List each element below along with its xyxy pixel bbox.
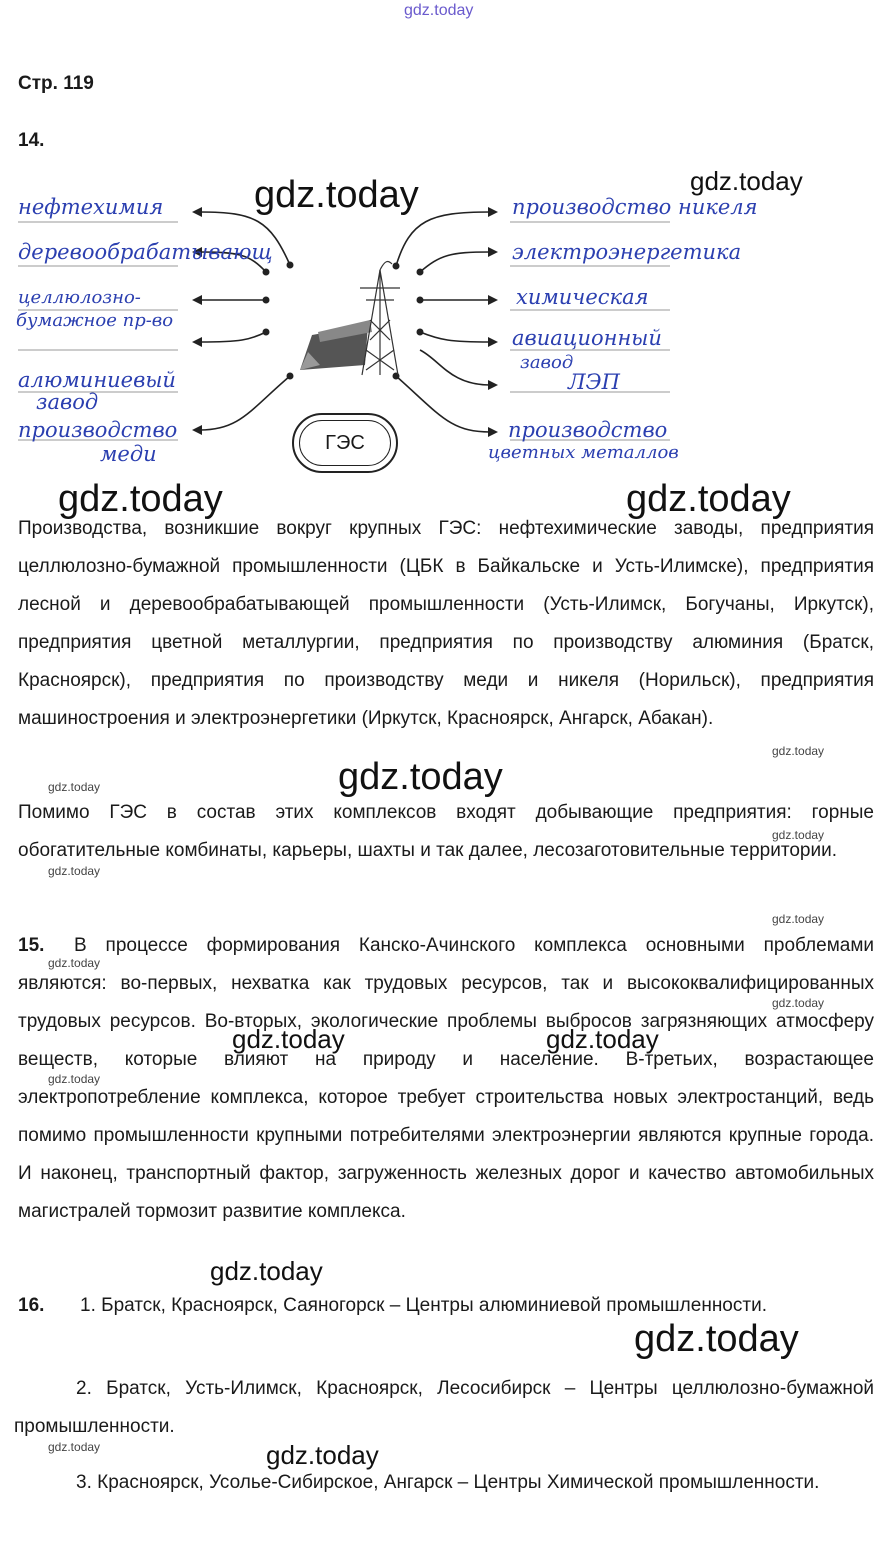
- watermark: gdz.today: [254, 174, 419, 216]
- task-16-item-2: 2. Братск, Усть-Илимск, Красноярск, Лесосибирск – Центры целлюлозно-бумажной промышленности.: [14, 1378, 874, 1437]
- task-14-paragraph-1: Производства, возникшие вокруг крупных ГЭС: нефтехимические заводы, предприятия целлюлозно-бумажной промышленности (ЦБК в Байкальске и Усть-Илимске), предприятия лесной и деревообрабатывающей промышленности (Усть-Илимск, Богучаны, Иркутск), предприятия цветной металлургии, предприятия по производству алюминия (Братск, Красноярск), предприятия по производству меди и никеля (Норильск), предприятия машиностроения и электроэнергетики (Иркутск, Красноярск, Ангарск, Абакан).: [18, 518, 874, 729]
- watermark: gdz.today: [338, 756, 503, 798]
- dam-tower-illustration: [300, 262, 400, 375]
- watermark: gdz.today: [626, 478, 791, 520]
- watermark-small: gdz.today: [772, 996, 825, 1010]
- task-16-number: 16.: [18, 1295, 50, 1317]
- right-item-4-line1: авиационный: [512, 326, 662, 350]
- right-item-5: ЛЭП: [568, 370, 620, 394]
- watermark: gdz.today: [232, 1024, 345, 1054]
- right-item-6-line2: цветных металлов: [488, 442, 679, 463]
- watermark-small: gdz.today: [48, 864, 101, 878]
- right-item-6-line1: производство: [508, 418, 668, 442]
- left-item-5-line1: производство: [18, 418, 178, 442]
- page-label: Стр. 119: [18, 73, 94, 94]
- watermark: gdz.today: [210, 1256, 323, 1286]
- left-item-3-line1: целлюлозно-: [18, 287, 141, 308]
- watermark: gdz.today: [634, 1318, 799, 1360]
- task-16-item-1: 1. Братск, Красноярск, Саяногорск – Центры алюминиевой промышленности.: [80, 1295, 767, 1316]
- left-item-3-line2: бумажное пр-во: [16, 310, 174, 331]
- watermark-small: gdz.today: [48, 1072, 101, 1086]
- right-item-4-line2: завод: [520, 352, 574, 373]
- task-14-number: 14.: [18, 130, 45, 151]
- watermark: gdz.today: [58, 478, 223, 520]
- watermark: gdz.today: [546, 1024, 659, 1054]
- watermark-small: gdz.today: [772, 828, 825, 842]
- task-15-number: 15.: [18, 935, 50, 957]
- watermark: gdz.today: [266, 1440, 379, 1470]
- watermark-small: gdz.today: [772, 744, 825, 758]
- ges-oval: [292, 413, 398, 473]
- task-16-item-3: 3. Красноярск, Усолье-Сибирское, Ангарск – Центры Химической промышленности.: [76, 1472, 820, 1493]
- right-item-2: электроэнергетика: [512, 240, 742, 264]
- right-item-1: производство никеля: [512, 195, 758, 219]
- ges-label: ГЭС: [299, 420, 391, 466]
- left-item-2: деревообрабатывающ: [18, 240, 273, 264]
- watermark-small: gdz.today: [48, 780, 101, 794]
- task-15-text: В процессе формирования Канско-Ачинского комплекса основными проблемами являются: во-первых, нехватка как трудовых ресурсов, так и высококвалифицированных трудовых ресурсов. Во-вторых, экологические проблемы выбросов загрязняющих атмосферу веществ, которые влияют на природу и население. В-третьих, возрастающее электропотребление комплекса, которое требует строительства новых электростанций, ведь помимо промышленности крупными потребителями электроэнергии являются крупные города. И наконец, транспортный фактор, загруженность железных дорог и качество автомобильных магистралей тормозит развитие комплекса.: [18, 935, 874, 1222]
- watermark-small: gdz.today: [772, 912, 825, 926]
- left-item-5-line2: меди: [100, 442, 157, 466]
- watermark: gdz.today: [690, 166, 803, 196]
- task-14-paragraph-2: Помимо ГЭС в состав этих комплексов входят добывающие предприятия: горные обогатительные комбинаты, карьеры, шахты и так далее, лесозаготовительные территории.: [18, 802, 874, 861]
- left-item-4-line1: алюминиевый: [18, 368, 176, 392]
- left-item-1: нефтехимия: [18, 195, 164, 219]
- watermark-small: gdz.today: [48, 1440, 101, 1454]
- watermark-small: gdz.today: [48, 956, 101, 970]
- left-item-4-line2: завод: [36, 390, 99, 414]
- watermark-top: gdz.today: [404, 2, 474, 19]
- right-item-3: химическая: [516, 285, 649, 309]
